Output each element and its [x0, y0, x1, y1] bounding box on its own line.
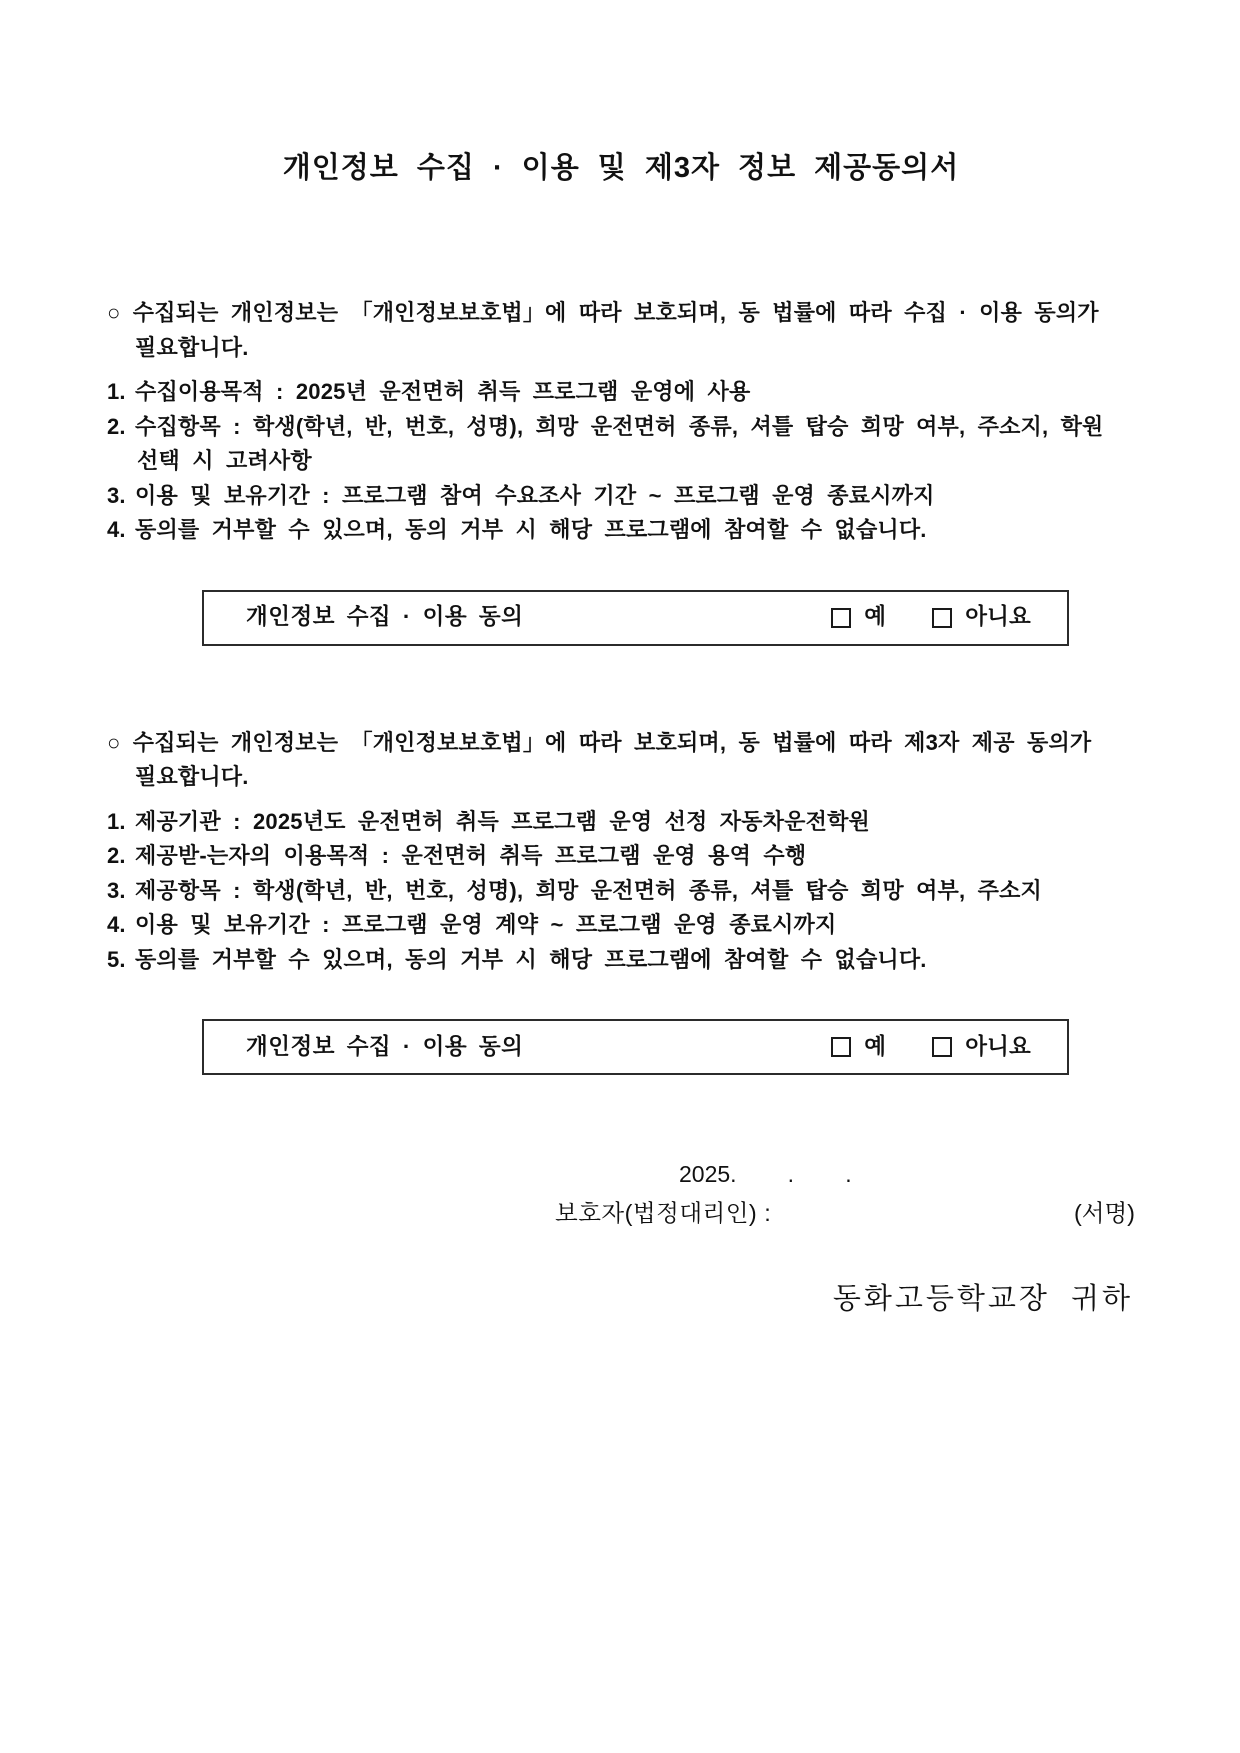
item-text: 이용 및 보유기간 : 프로그램 운영 계약 ~ 프로그램 운영 종료시까지: [135, 912, 837, 937]
consent-box-third-party: [202, 1019, 1069, 1075]
list-item: [107, 839, 1135, 874]
section-third-party: [107, 726, 1135, 1076]
section-collection-use: [107, 296, 1135, 646]
item-text-continuation: 선택 시 고려사항: [137, 448, 312, 473]
section1-intro-line2: 필요합니다.: [135, 334, 249, 360]
page-title: 개인정보 수집 · 이용 및 제3자 정보 제공동의서: [282, 152, 960, 184]
consent-box-collection-use: [202, 590, 1069, 646]
item-text: 제공받-는자의 이용목적 : 운전면허 취득 프로그램 운영 용역 수행: [135, 843, 807, 868]
consent-box-label: 개인정보 수집 · 이용 동의: [246, 1033, 524, 1059]
guardian-label: 보호자(법정대리인) :: [555, 1200, 772, 1226]
section1-intro-line1: ○ 수집되는 개인정보는 「개인정보보호법」에 따라 보호되며, 동 법률에 따라 수집 · 이용 동의가: [107, 300, 1099, 325]
consent1-yes-option[interactable]: [831, 600, 886, 635]
list-item: [107, 805, 1135, 840]
list-item: [107, 375, 1135, 410]
item-text: 수집항목 : 학생(학년, 반, 번호, 성명), 희망 운전면허 종류, 셔틀 탑승 희망 여부, 주소지, 학원: [135, 413, 1104, 439]
recipient-line: 동화고등학교장 귀하: [832, 1283, 1133, 1315]
consent1-no-option[interactable]: [932, 600, 1031, 635]
list-item: [107, 513, 1135, 548]
section2-items: [107, 805, 1135, 978]
item-number: 3.: [107, 482, 126, 508]
item-number: 1.: [107, 808, 126, 834]
section2-intro-line2: 필요합니다.: [135, 764, 249, 789]
checkbox-unchecked-icon[interactable]: [932, 608, 952, 628]
yes-label: 예: [864, 1033, 887, 1059]
consent2-yes-option[interactable]: [831, 1030, 886, 1065]
checkbox-unchecked-icon[interactable]: [831, 1037, 851, 1057]
item-text: 동의를 거부할 수 있으며, 동의 거부 시 해당 프로그램에 참여할 수 없습니다.: [135, 517, 927, 542]
list-item: [107, 943, 1135, 978]
item-number: 2.: [107, 413, 126, 439]
consent2-no-option[interactable]: [932, 1030, 1031, 1065]
no-label: 아니요: [965, 604, 1031, 630]
item-number: 4.: [107, 912, 126, 937]
checkbox-unchecked-icon[interactable]: [831, 608, 851, 628]
list-item: [107, 908, 1135, 943]
consent-box-label: 개인정보 수집 · 이용 동의: [246, 604, 524, 630]
signature-label: (서명): [1073, 1200, 1135, 1226]
item-text: 이용 및 보유기간 : 프로그램 참여 수요조사 기간 ~ 프로그램 운영 종료시까지: [135, 482, 935, 508]
item-number: 3.: [107, 877, 126, 903]
item-text: 동의를 거부할 수 있으며, 동의 거부 시 해당 프로그램에 참여할 수 없습니다.: [135, 946, 927, 972]
consent-options: [831, 600, 1067, 635]
section1-items: [107, 375, 1135, 548]
list-item: [107, 410, 1135, 445]
date-line: 2025. . .: [679, 1161, 852, 1187]
section2-intro-line1: ○ 수집되는 개인정보는 「개인정보보호법」에 따라 보호되며, 동 법률에 따라 제3자 제공 동의가: [107, 729, 1092, 755]
yes-label: 예: [864, 604, 887, 630]
item-text: 제공항목 : 학생(학년, 반, 번호, 성명), 희망 운전면허 종류, 셔틀 탑승 희망 여부, 주소지: [135, 877, 1042, 903]
no-label: 아니요: [965, 1033, 1031, 1059]
item-number: 1.: [107, 379, 126, 404]
list-item: [107, 479, 1135, 514]
item-number: 4.: [107, 517, 126, 542]
item-text: 제공기관 : 2025년도 운전면허 취득 프로그램 운영 선정 자동차운전학원: [135, 808, 870, 834]
item-number: 5.: [107, 946, 126, 972]
item-number: 2.: [107, 843, 126, 868]
guardian-signature-line: [107, 1195, 1135, 1231]
consent-options: [831, 1030, 1067, 1065]
list-item: [107, 874, 1135, 909]
item-text: 수집이용목적 : 2025년 운전면허 취득 프로그램 운영에 사용: [135, 379, 751, 404]
checkbox-unchecked-icon[interactable]: [932, 1037, 952, 1057]
footer: [107, 1157, 1135, 1319]
